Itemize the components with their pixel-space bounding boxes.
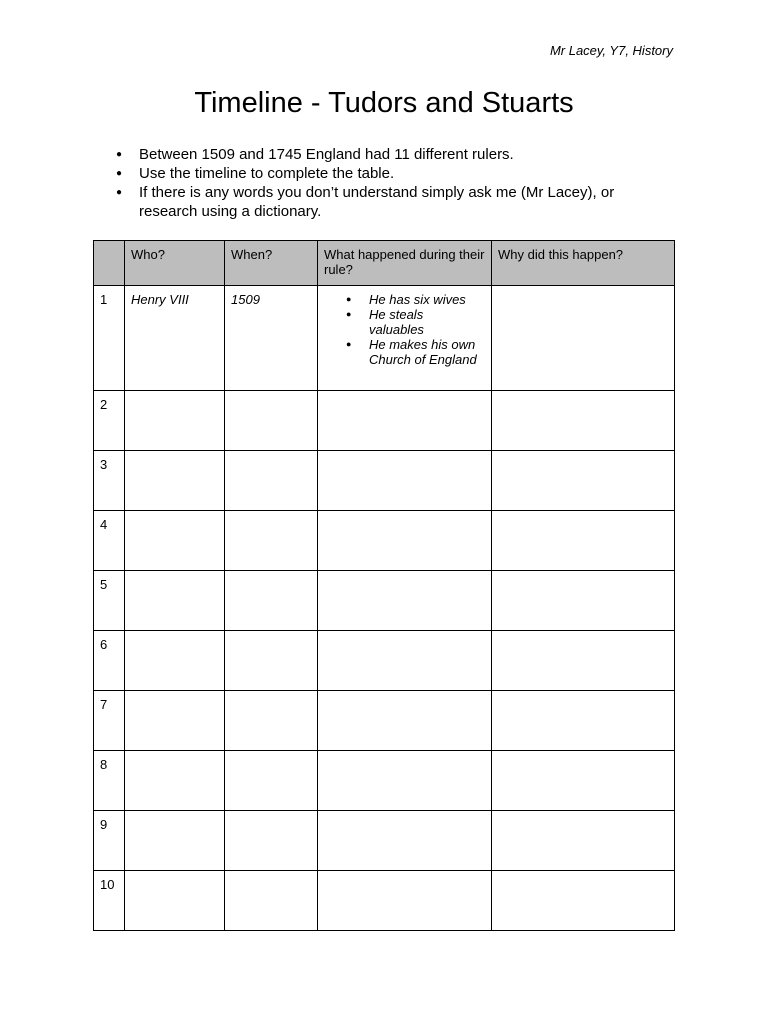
why-cell[interactable] [492, 391, 675, 451]
table-row [94, 871, 675, 931]
event-item: ● He steals valuables [324, 307, 485, 337]
row-number: 4 [94, 511, 125, 571]
row-number: 1 [94, 286, 125, 391]
what-cell[interactable] [318, 631, 492, 691]
row-number: 5 [94, 571, 125, 631]
instruction-item: ● If there is any words you don’t understand simply ask me (Mr Lacey), or research using a dictionary. [115, 183, 655, 221]
instructions-list [115, 145, 655, 221]
when-cell[interactable] [225, 631, 318, 691]
who-cell[interactable] [125, 391, 225, 451]
what-cell[interactable] [318, 391, 492, 451]
who-cell[interactable] [125, 511, 225, 571]
why-cell[interactable] [492, 871, 675, 931]
table-row [94, 391, 675, 451]
why-cell[interactable] [492, 811, 675, 871]
table-row [94, 751, 675, 811]
what-cell[interactable] [318, 286, 492, 391]
instruction-item: ● Use the timeline to complete the table. [115, 164, 655, 183]
why-cell[interactable] [492, 451, 675, 511]
table-header-row [94, 241, 675, 286]
what-cell[interactable] [318, 871, 492, 931]
row-number: 8 [94, 751, 125, 811]
why-cell[interactable] [492, 691, 675, 751]
who-cell[interactable] [125, 631, 225, 691]
who-cell[interactable] [125, 811, 225, 871]
who-cell[interactable] [125, 451, 225, 511]
what-cell[interactable] [318, 691, 492, 751]
header-note: Mr Lacey, Y7, History [549, 43, 673, 58]
when-cell[interactable] [225, 451, 318, 511]
table-row [94, 451, 675, 511]
table-row [94, 571, 675, 631]
why-cell[interactable] [492, 571, 675, 631]
when-cell[interactable] [225, 571, 318, 631]
timeline-table [93, 240, 675, 931]
page-title: Timeline - Tudors and Stuarts [194, 87, 574, 119]
row-number: 9 [94, 811, 125, 871]
header-number [94, 241, 125, 286]
row-number: 2 [94, 391, 125, 451]
table-row [94, 811, 675, 871]
when-cell[interactable] [225, 871, 318, 931]
when-cell[interactable] [225, 811, 318, 871]
when-cell[interactable]: 1509 [225, 286, 318, 391]
what-cell[interactable] [318, 511, 492, 571]
header-why: Why did this happen? [492, 241, 675, 286]
table-row [94, 286, 675, 391]
who-cell[interactable]: Henry VIII [125, 286, 225, 391]
table-row [94, 691, 675, 751]
row-number: 10 [94, 871, 125, 931]
why-cell[interactable] [492, 751, 675, 811]
header-what: What happened during their rule? [318, 241, 492, 286]
who-cell[interactable] [125, 871, 225, 931]
events-list [324, 292, 485, 367]
row-number: 3 [94, 451, 125, 511]
table-row [94, 631, 675, 691]
table-row [94, 511, 675, 571]
row-number: 6 [94, 631, 125, 691]
why-cell[interactable] [492, 631, 675, 691]
when-cell[interactable] [225, 511, 318, 571]
what-cell[interactable] [318, 571, 492, 631]
why-cell[interactable] [492, 511, 675, 571]
header-who: Who? [125, 241, 225, 286]
why-cell[interactable] [492, 286, 675, 391]
what-cell[interactable] [318, 811, 492, 871]
row-number: 7 [94, 691, 125, 751]
header-when: When? [225, 241, 318, 286]
who-cell[interactable] [125, 571, 225, 631]
event-item: ● He makes his own Church of England [324, 337, 485, 367]
when-cell[interactable] [225, 391, 318, 451]
who-cell[interactable] [125, 751, 225, 811]
who-cell[interactable] [125, 691, 225, 751]
when-cell[interactable] [225, 751, 318, 811]
when-cell[interactable] [225, 691, 318, 751]
instruction-item: ● Between 1509 and 1745 England had 11 different rulers. [115, 145, 655, 164]
event-item: ● He has six wives [324, 292, 485, 307]
what-cell[interactable] [318, 451, 492, 511]
what-cell[interactable] [318, 751, 492, 811]
